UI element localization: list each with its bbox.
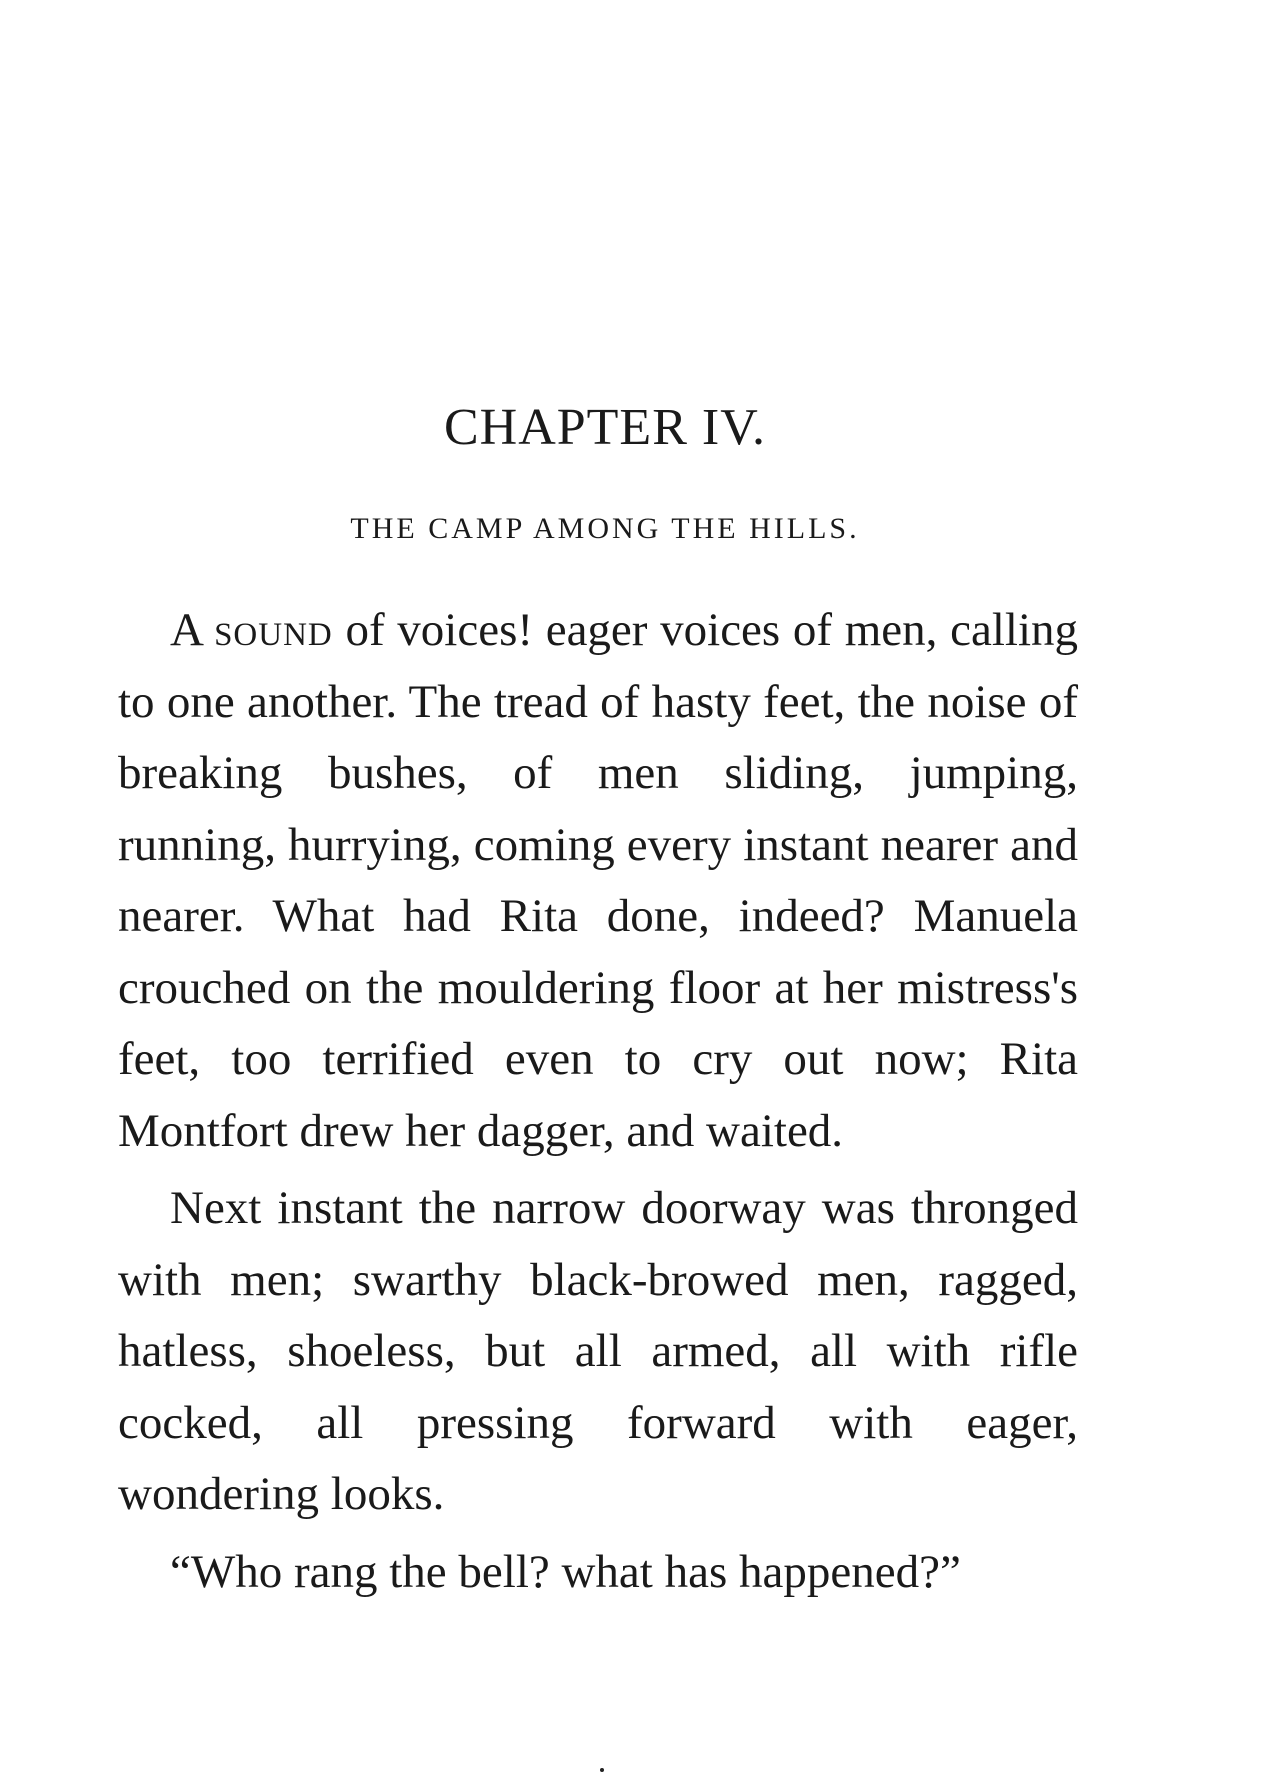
paragraph-1 (118, 595, 1078, 1167)
chapter-title: THE CAMP AMONG THE HILLS. (350, 512, 860, 545)
paragraph-1-text: of voices! eager voices of men, calling to one another. The tread of hasty feet, the noise of breaking bushes, of men sliding, jumping, running, hurrying, coming every instant nearer and nearer. What had Rita done, indeed? Manuela crouched on the mouldering floor at her mistress's feet, too terrified even to cry out now; Rita Montfort drew her dagger, and waited. (118, 604, 1078, 1157)
paragraph-2: Next instant the narrow doorway was thronged with men; swarthy black-browed men, ragged, hatless, shoeless, but all armed, all with rifle cocked, all pressing forward with eager, wondering looks. (118, 1182, 1078, 1520)
print-speck (600, 1768, 604, 1772)
lead-initial: A (170, 604, 202, 656)
chapter-body (118, 595, 1078, 1614)
chapter-number-heading: CHAPTER IV. (443, 399, 767, 456)
lead-word-small-caps: sound (214, 604, 333, 656)
paragraph-3: “Who rang the bell? what has happened?” (170, 1545, 961, 1598)
